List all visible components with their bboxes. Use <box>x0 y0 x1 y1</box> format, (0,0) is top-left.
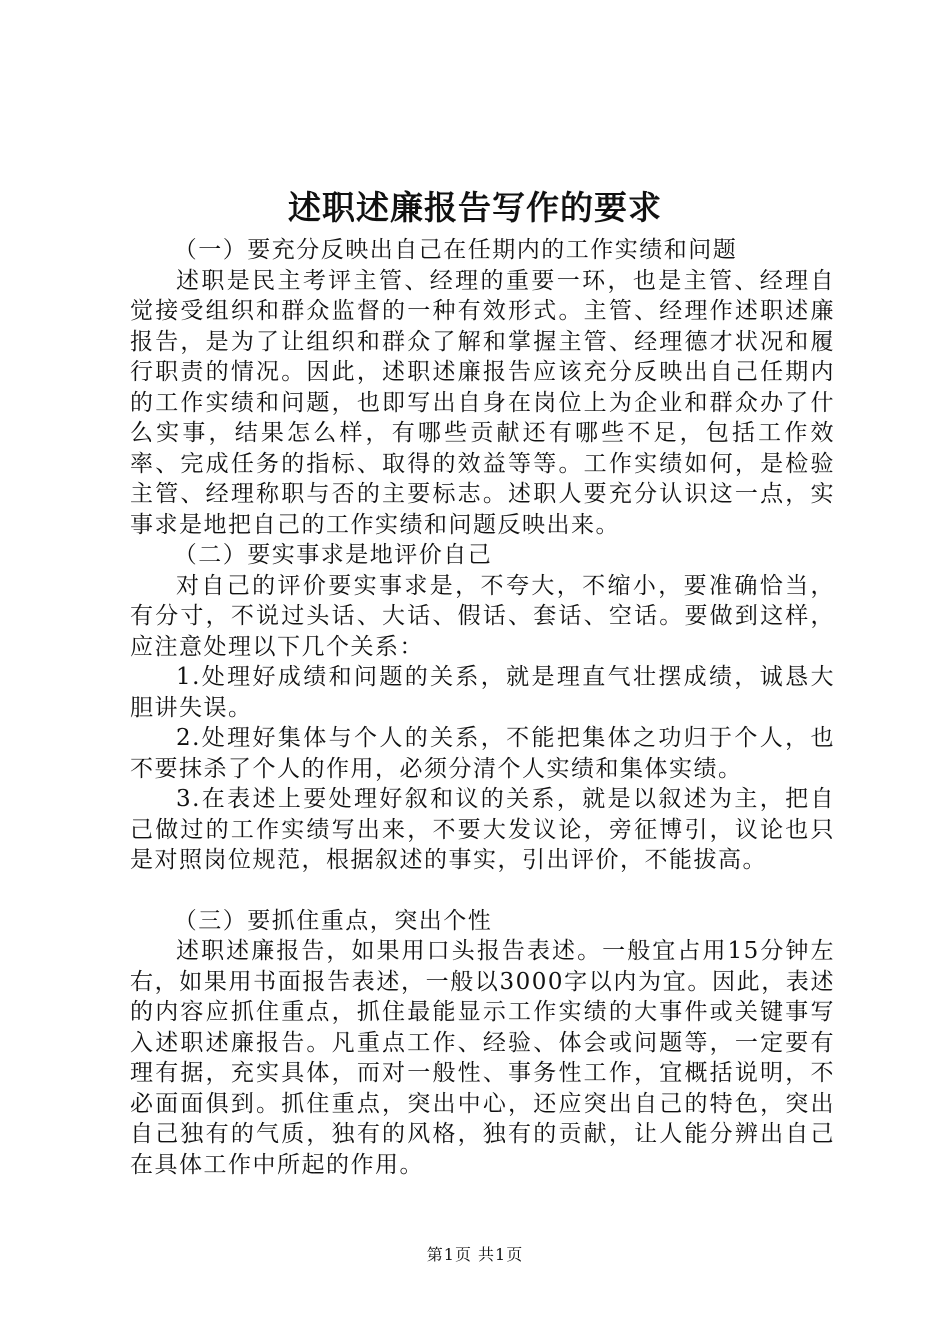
paragraph-3: 述职述廉报告，如果用口头报告表述。一般宜占用15分钟左右，如果用书面报告表述，一般以3000字以内为宜。因此，表述的内容应抓住重点，抓住最能显示工作实绩的大事件或关键事写入述职述廉报告。凡重点工作、经验、体会或问题等，一定要有理有据，充实具体，而对一般性、事务性工作，宜概括说明，不必面面俱到。抓住重点，突出中心，还应突出自己的特色，突出自己独有的气质，独有的风格，独有的贡献，让人能分辨出自己在具体工作中所起的作用。 <box>130 938 835 1178</box>
list-item-3: 3.在表述上要处理好叙和议的关系，就是以叙述为主，把自己做过的工作实绩写出来，不要大发议论，旁征博引，议论也只是对照岗位规范，根据叙述的事实，引出评价，不能拔高。 <box>130 786 835 873</box>
paragraph-2: 对自己的评价要实事求是，不夸大，不缩小，要准确恰当，有分寸，不说过头话、大话、假话、套话、空话。要做到这样，应注意处理以下几个关系： <box>130 572 835 660</box>
document-title: 述职述廉报告写作的要求 <box>288 188 662 227</box>
page-footer: 第1页 共1页 <box>426 1245 524 1264</box>
paragraph-1: 述职是民主考评主管、经理的重要一环，也是主管、经理自觉接受组织和群众监督的一种有效形式。主管、经理作述职述廉报告，是为了让组织和群众了解和掌握主管、经理德才状况和履行职责的情况。因此，述职述廉报告应该充分反映出自己任期内的工作实绩和问题，也即写出自身在岗位上为企业和群众办了什么实事，结果怎么样，有哪些贡献还有哪些不足，包括工作效率、完成任务的指标、取得的效益等等。工作实绩如何，是检验主管、经理称职与否的主要标志。述职人要充分认识这一点，实事求是地把自己的工作实绩和问题反映出来。 <box>130 267 835 538</box>
list-item-2: 2.处理好集体与个人的关系，不能把集体之功归于个人，也不要抹杀了个人的作用，必须分清个人实绩和集体实绩。 <box>130 725 835 782</box>
document-body <box>130 235 835 1180</box>
section-heading-3: （三）要抓住重点，突出个性 <box>173 907 493 934</box>
section-heading-2: （二）要实事求是地评价自己 <box>173 542 493 568</box>
list-item-1: 1.处理好成绩和问题的关系，就是理直气壮摆成绩，诚恳大胆讲失误。 <box>130 664 835 721</box>
section-heading-1: （一）要充分反映出自己在任期内的工作实绩和问题 <box>173 237 738 263</box>
